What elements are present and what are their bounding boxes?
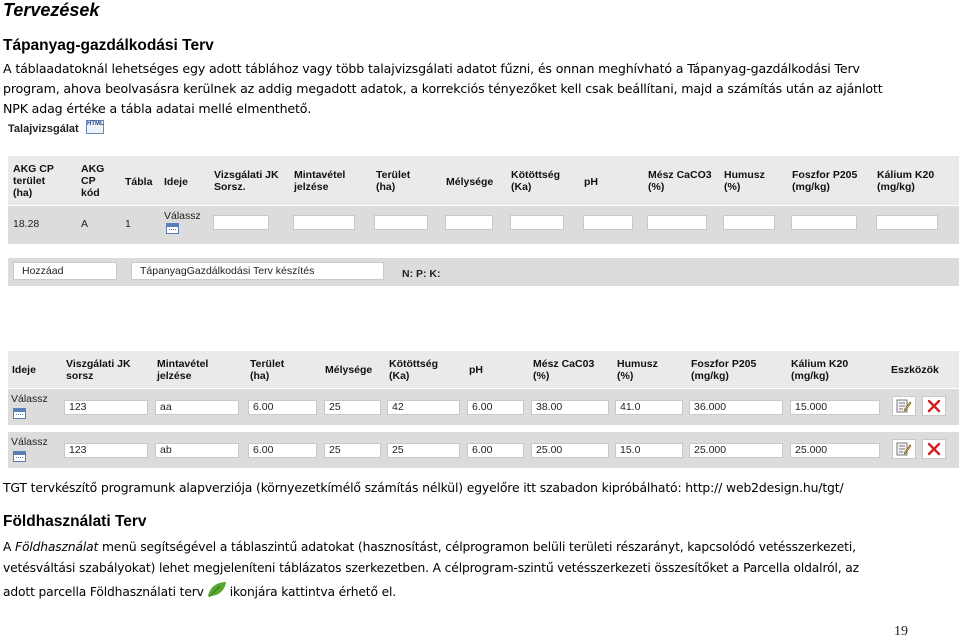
b-col-vizsgalati: Viszgálati JK sorsz — [66, 358, 131, 382]
col-vizsgalati-jk: Vizsgálati JK Sorsz. — [214, 169, 279, 193]
s2-italic-term: Földhasználat — [15, 540, 99, 554]
row1-valassz-link[interactable]: Válassz — [11, 393, 48, 405]
tabla-value: 1 — [125, 218, 131, 230]
b-col-eszkozok: Eszközök — [891, 364, 939, 376]
row1-vizsgalati-input[interactable]: 123 — [64, 400, 148, 415]
col-melysege: Mélysége — [446, 176, 494, 188]
b-col-foszfor: Foszfor P205 (mg/kg) — [691, 358, 757, 382]
row1-terulet-input[interactable]: 6.00 — [248, 400, 317, 415]
b-col-kalium: Kálium K20 (mg/kg) — [791, 358, 849, 382]
section2-line-3 — [3, 580, 396, 602]
edit-button[interactable] — [892, 439, 916, 459]
section2-line-2: vetésváltási szabályokat) lehet megjeleníteni táblázatos szerkezetben. A célprogram-szintű vetésszerkezeti összesítőket a Parcella oldalról, az — [3, 561, 859, 575]
col-akg-terulet: AKG CP terület (ha) — [13, 163, 54, 199]
calendar-icon[interactable] — [166, 223, 179, 234]
b-col-ideje: Ideje — [12, 364, 36, 376]
section1-line-3: NPK adag értéke a tábla adatai mellé elmenthető. — [3, 101, 312, 116]
vizsgalati-jk-input[interactable] — [213, 215, 269, 230]
col-tabla: Tábla — [125, 176, 153, 188]
row2-kototseg-input[interactable]: 25 — [387, 443, 460, 458]
edit-icon — [896, 399, 912, 413]
row1-humusz-input[interactable]: 41.0 — [615, 400, 683, 415]
col-ph: pH — [584, 176, 598, 188]
edit-icon — [896, 442, 912, 456]
akg-terulet-value: 18.28 — [13, 218, 40, 230]
section1-line-1: A táblaadatoknál lehetséges egy adott táblához vagy több talajvizsgálati adatot fűzni, és onnan meghívható a Tápanyag-gazdálkodási Terv — [3, 61, 860, 76]
b-col-melysege: Mélysége — [325, 364, 373, 376]
col-mesz: Mész CaCO3 (%) — [648, 169, 712, 193]
row1-melysege-input[interactable]: 25 — [324, 400, 381, 415]
html-icon-label: HTML — [87, 121, 104, 127]
calendar-icon[interactable] — [13, 408, 26, 419]
col-kototseg: Kötöttség (Ka) — [511, 169, 560, 193]
melysege-input[interactable] — [445, 215, 493, 230]
s2-prefix: A — [3, 540, 16, 554]
b-col-ph: pH — [469, 364, 483, 376]
row1-kototseg-input[interactable]: 42 — [387, 400, 460, 415]
row2-mesz-input[interactable]: 25.00 — [531, 443, 609, 458]
kalium-input[interactable] — [876, 215, 938, 230]
npk-label: N: P: K: — [402, 268, 441, 280]
create-plan-button[interactable]: TápanyagGazdálkodási Terv készítés — [131, 262, 384, 280]
humusz-input[interactable] — [723, 215, 775, 230]
page-number: 19 — [894, 624, 908, 639]
page-heading: Tervezések — [3, 0, 100, 20]
b-col-humusz: Humusz (%) — [617, 358, 658, 382]
b-col-mesz: Mész CaC03 (%) — [533, 358, 595, 382]
row2-kalium-input[interactable]: 25.000 — [790, 443, 880, 458]
calendar-icon[interactable] — [13, 451, 26, 462]
kototseg-input[interactable] — [510, 215, 564, 230]
row1-mesz-input[interactable]: 38.00 — [531, 400, 609, 415]
row1-kalium-input[interactable]: 15.000 — [790, 400, 880, 415]
valassz-link[interactable]: Válassz — [164, 210, 201, 222]
add-button[interactable]: Hozzáad — [13, 262, 117, 280]
delete-icon — [927, 399, 941, 413]
row1-foszfor-input[interactable]: 36.000 — [689, 400, 783, 415]
akg-kod-value: A — [81, 218, 89, 230]
row2-terulet-input[interactable]: 6.00 — [248, 443, 317, 458]
b-col-kototseg: Kötöttség (Ka) — [389, 358, 438, 382]
talajvizsgalat-screenshot — [4, 116, 959, 473]
row2-foszfor-input[interactable]: 25.000 — [689, 443, 783, 458]
window-title: Talajvizsgálat — [8, 123, 79, 135]
s2-line3-before: adott parcella Földhasználati terv — [3, 585, 204, 599]
tgt-line: TGT tervkészítő programunk alapverziója (környezetkímélő számítás nélkül) egyelőre itt szabadon kipróbálható: http:// web2design.hu/tgt/ — [3, 480, 844, 495]
section2-line-1 — [3, 537, 856, 557]
delete-button[interactable] — [922, 396, 946, 416]
col-akg-kod: AKG CP kód — [81, 163, 105, 199]
delete-button[interactable] — [922, 439, 946, 459]
s2-line3-after: ikonjára kattintva érhető el. — [229, 585, 397, 599]
b-col-terulet: Terület (ha) — [250, 358, 285, 382]
col-ideje: Ideje — [164, 176, 188, 188]
mintavetel-input[interactable] — [293, 215, 355, 230]
row2-valassz-link[interactable]: Válassz — [11, 436, 48, 448]
foszfor-input[interactable] — [791, 215, 857, 230]
col-foszfor: Foszfor P205 (mg/kg) — [792, 169, 858, 193]
section1-line-2: program, ahova beolvasásra kerülnek az addig megadott adatok, a korrekciós tényezőket kell csak beállítani, majd a számítás után az ajánlott — [3, 81, 883, 96]
delete-icon — [927, 442, 941, 456]
row2-mintavetel-input[interactable]: ab — [155, 443, 239, 458]
row2-ph-input[interactable]: 6.00 — [467, 443, 524, 458]
mesz-input[interactable] — [647, 215, 707, 230]
section-title-tapanyag: Tápanyag-gazdálkodási Terv — [3, 37, 214, 54]
b-col-mintavetel: Mintavétel jelzése — [157, 358, 209, 382]
leaf-icon — [206, 580, 228, 600]
section-title-foldhasznalat: Földhasználati Terv — [3, 513, 147, 530]
ph-input[interactable] — [583, 215, 633, 230]
terulet-input[interactable] — [374, 215, 428, 230]
col-terulet: Terület (ha) — [376, 169, 411, 193]
edit-button[interactable] — [892, 396, 916, 416]
html-export-icon[interactable] — [86, 120, 104, 134]
s2-rest: menü segítségével a táblaszintű adatokat (hasznosítást, célprogramon belüli területi részarányt, kapcsolódó vetésszerkezeti, — [98, 540, 856, 554]
row1-mintavetel-input[interactable]: aa — [155, 400, 239, 415]
row2-humusz-input[interactable]: 15.0 — [615, 443, 683, 458]
col-humusz: Humusz (%) — [724, 169, 765, 193]
row2-melysege-input[interactable]: 25 — [324, 443, 381, 458]
col-mintavetel: Mintavétel jelzése — [294, 169, 346, 193]
row2-vizsgalati-input[interactable]: 123 — [64, 443, 148, 458]
col-kalium: Kálium K20 (mg/kg) — [877, 169, 935, 193]
row1-ph-input[interactable]: 6.00 — [467, 400, 524, 415]
